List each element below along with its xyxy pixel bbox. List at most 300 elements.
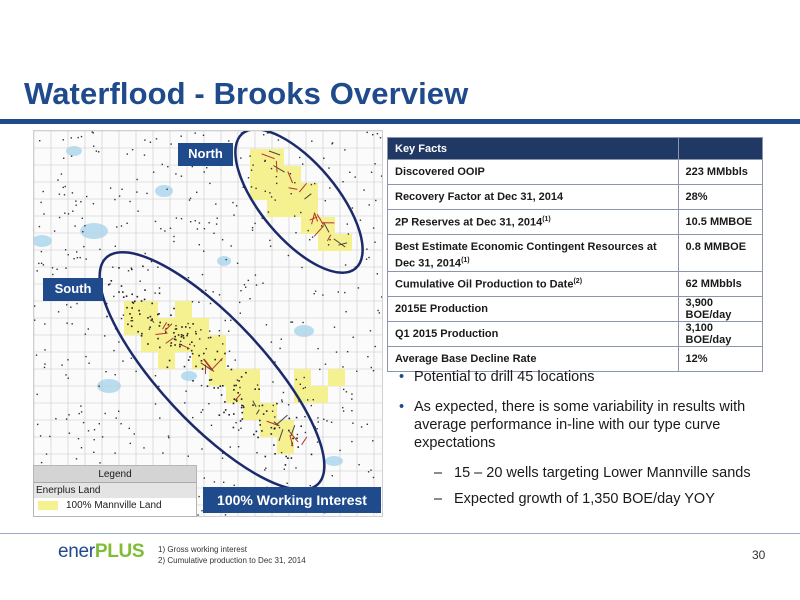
well-marker — [238, 429, 239, 430]
well-marker — [173, 236, 174, 237]
well-marker — [213, 387, 215, 389]
well-marker — [131, 307, 133, 309]
well-marker — [138, 310, 140, 312]
well-marker — [255, 274, 256, 275]
well-marker — [216, 223, 217, 224]
well-marker — [66, 418, 67, 419]
well-marker — [210, 337, 212, 339]
fact-label: Recovery Factor at Dec 31, 2014 — [388, 185, 679, 210]
well-marker — [281, 452, 282, 453]
well-marker — [374, 163, 375, 164]
well-marker — [361, 426, 362, 427]
fact-label: Average Base Decline Rate — [388, 347, 679, 372]
well-marker — [146, 193, 147, 194]
well-marker — [76, 205, 77, 206]
well-marker — [80, 405, 81, 406]
well-marker — [242, 412, 244, 414]
well-marker — [144, 139, 145, 140]
land-parcel — [192, 318, 209, 335]
well-marker — [248, 280, 249, 281]
well-marker — [231, 245, 232, 246]
well-marker — [270, 246, 271, 247]
well-marker — [71, 137, 72, 138]
well-marker — [274, 416, 275, 417]
bullet-item: • As expected, there is some variability in results with average performance in-line with our type curve expectations — [398, 398, 788, 452]
well-marker — [188, 277, 189, 278]
well-marker — [249, 298, 250, 299]
well-marker — [37, 394, 38, 395]
well-marker — [132, 149, 133, 150]
well-marker — [240, 157, 241, 158]
well-marker — [44, 363, 45, 364]
well-marker — [179, 346, 181, 348]
well-marker — [352, 423, 353, 424]
footer-divider — [0, 533, 800, 534]
well-marker — [76, 458, 77, 459]
well-marker — [252, 404, 254, 406]
well-marker — [209, 379, 211, 381]
well-marker — [351, 441, 352, 442]
well-marker — [74, 225, 75, 226]
land-parcel — [209, 335, 226, 352]
sub-bullet-item: – 15 – 20 wells targeting Lower Mannville sands — [398, 464, 788, 482]
bullet-item: • Potential to drill 45 locations — [398, 368, 788, 386]
well-marker — [64, 213, 65, 214]
well-marker — [34, 320, 35, 321]
well-marker — [78, 137, 79, 138]
well-marker — [39, 226, 40, 227]
well-marker — [159, 417, 160, 418]
well-marker — [304, 416, 305, 417]
well-marker — [262, 283, 263, 284]
well-marker — [332, 475, 333, 476]
footnote-2: 2) Cumulative production to Dec 31, 2014 — [158, 556, 306, 565]
well-marker — [192, 417, 193, 418]
well-marker — [209, 222, 210, 223]
well-marker — [347, 351, 348, 352]
well-marker — [356, 371, 357, 372]
footnote-ref: (1) — [542, 215, 551, 223]
well-marker — [126, 295, 128, 297]
well-marker — [185, 391, 186, 392]
well-marker — [237, 379, 238, 380]
well-marker — [321, 225, 322, 226]
well-marker — [235, 359, 236, 360]
well-marker — [201, 412, 202, 413]
north-label: North — [178, 143, 233, 166]
well-marker — [116, 417, 117, 418]
well-marker — [343, 389, 344, 390]
land-parcel — [250, 149, 267, 166]
well-marker — [367, 356, 368, 357]
well-marker — [130, 443, 131, 444]
well-marker — [237, 263, 238, 264]
well-marker — [366, 259, 367, 260]
well-marker — [240, 428, 241, 429]
well-marker — [296, 438, 298, 440]
well-marker — [41, 251, 42, 252]
well-marker — [355, 176, 356, 177]
well-marker — [129, 428, 130, 429]
well-marker — [98, 386, 99, 387]
well-marker — [222, 239, 223, 240]
well-marker — [174, 344, 176, 346]
well-marker — [119, 195, 120, 196]
well-marker — [135, 371, 136, 372]
well-marker — [68, 254, 69, 255]
legend-yellow-swatch — [38, 501, 58, 510]
well-marker — [72, 211, 73, 212]
well-marker — [211, 425, 212, 426]
well-marker — [300, 384, 301, 385]
lake-shape — [217, 256, 231, 266]
well-marker — [225, 320, 226, 321]
well-marker — [213, 233, 214, 234]
well-marker — [192, 323, 194, 325]
well-marker — [252, 227, 253, 228]
fact-value: 12% — [678, 347, 762, 372]
well-marker — [315, 291, 316, 292]
well-marker — [217, 351, 219, 353]
well-marker — [143, 447, 144, 448]
well-marker — [137, 296, 139, 298]
well-marker — [251, 170, 252, 171]
well-marker — [369, 204, 370, 205]
well-marker — [141, 335, 143, 337]
well-marker — [208, 403, 209, 404]
well-marker — [351, 393, 352, 394]
well-marker — [254, 388, 256, 390]
well-marker — [358, 287, 359, 288]
well-marker — [85, 356, 86, 357]
well-marker — [164, 230, 165, 231]
well-marker — [195, 331, 196, 332]
well-marker — [279, 427, 280, 428]
well-marker — [372, 440, 373, 441]
well-marker — [88, 430, 89, 431]
well-marker — [360, 220, 361, 221]
well-marker — [294, 215, 295, 216]
well-marker — [93, 452, 94, 453]
well-marker — [196, 192, 197, 193]
well-marker — [184, 402, 185, 403]
well-marker — [139, 313, 141, 315]
well-marker — [375, 346, 376, 347]
well-marker — [202, 274, 203, 275]
well-marker — [233, 389, 235, 391]
well-marker — [114, 452, 115, 453]
well-marker — [54, 230, 55, 231]
well-marker — [253, 434, 255, 436]
well-marker — [56, 269, 57, 270]
well-marker — [81, 136, 82, 137]
well-marker — [236, 205, 237, 206]
enerplus-logo — [58, 541, 144, 563]
well-marker — [115, 374, 116, 375]
well-marker — [165, 331, 167, 333]
well-marker — [279, 348, 280, 349]
fact-row-contingent — [388, 235, 763, 272]
well-marker — [276, 403, 278, 405]
land-parcel — [284, 183, 301, 200]
well-marker — [65, 186, 66, 187]
well-marker — [261, 430, 263, 432]
well-marker — [367, 132, 368, 133]
well-marker — [222, 385, 224, 387]
well-marker — [240, 290, 241, 291]
well-marker — [209, 183, 210, 184]
well-marker — [239, 387, 240, 388]
land-parcel — [301, 183, 318, 200]
well-marker — [287, 457, 289, 459]
title-divider — [0, 119, 800, 124]
well-marker — [66, 323, 67, 324]
well-marker — [187, 323, 188, 324]
well-marker — [238, 446, 239, 447]
well-marker — [134, 433, 135, 434]
well-marker — [123, 315, 124, 316]
well-marker — [192, 380, 194, 382]
well-marker — [141, 300, 143, 302]
well-marker — [122, 360, 123, 361]
fact-value: 28% — [678, 185, 762, 210]
well-marker — [158, 386, 159, 387]
well-marker — [233, 214, 234, 215]
well-marker — [231, 369, 233, 371]
well-marker — [269, 240, 270, 241]
well-marker — [331, 422, 332, 423]
well-marker — [184, 366, 186, 368]
well-marker — [325, 200, 326, 201]
well-marker — [317, 348, 318, 349]
well-marker — [363, 189, 364, 190]
footnotes — [158, 544, 306, 566]
land-parcel — [301, 217, 318, 234]
lake-shape — [34, 235, 52, 247]
well-marker — [197, 514, 198, 515]
well-marker — [183, 337, 185, 339]
well-marker — [63, 187, 64, 188]
well-marker — [149, 327, 151, 329]
well-marker — [233, 403, 235, 405]
well-marker — [150, 142, 151, 143]
well-marker — [331, 143, 332, 144]
land-parcel — [141, 335, 158, 352]
well-marker — [52, 274, 53, 275]
land-parcel — [267, 166, 284, 183]
land-parcel — [141, 301, 158, 318]
well-marker — [37, 424, 38, 425]
well-marker — [190, 198, 191, 199]
well-marker — [325, 364, 326, 365]
well-marker — [160, 228, 161, 229]
well-marker — [314, 183, 315, 184]
well-marker — [235, 385, 237, 387]
well-marker — [37, 270, 38, 271]
well-marker — [66, 304, 67, 305]
well-marker — [121, 189, 122, 190]
well-marker — [297, 446, 299, 448]
well-marker — [195, 220, 196, 221]
well-marker — [77, 257, 78, 258]
fact-row-2p-reserves — [388, 210, 763, 235]
well-marker — [272, 411, 273, 412]
well-marker — [120, 423, 121, 424]
well-marker — [302, 322, 303, 323]
well-marker — [291, 457, 293, 459]
land-parcel — [294, 369, 311, 386]
well-marker — [263, 134, 264, 135]
well-marker — [259, 424, 261, 426]
map-graphic — [34, 131, 383, 517]
south-label: South — [43, 278, 103, 301]
well-marker — [259, 405, 260, 406]
well-marker — [98, 151, 99, 152]
well-marker — [69, 433, 70, 434]
well-marker — [342, 366, 343, 367]
well-marker — [40, 435, 41, 436]
land-parcel — [335, 234, 352, 251]
well-marker — [234, 485, 235, 486]
well-marker — [316, 428, 317, 429]
well-marker — [99, 423, 100, 424]
well-marker — [373, 227, 374, 228]
well-marker — [198, 302, 199, 303]
land-parcel — [175, 301, 192, 318]
land-parcel — [243, 403, 260, 420]
fact-label: Best Estimate Economic Contingent Resources at Dec 31, 2014$^{(1)}$ — [388, 235, 679, 272]
well-marker — [227, 365, 229, 367]
well-marker — [274, 427, 276, 429]
well-marker — [167, 166, 168, 167]
well-marker — [381, 296, 382, 297]
well-marker — [304, 377, 305, 378]
well-marker — [162, 452, 163, 453]
well-marker — [344, 292, 345, 293]
well-marker — [179, 344, 181, 346]
slide-title: Waterflood - Brooks Overview — [24, 76, 469, 111]
land-parcel — [175, 318, 192, 335]
well-marker — [272, 381, 273, 382]
well-marker — [168, 437, 169, 438]
well-marker — [73, 258, 74, 259]
land-parcel — [311, 386, 328, 403]
well-marker — [176, 328, 178, 330]
well-marker — [236, 400, 238, 402]
well-marker — [44, 323, 45, 324]
well-marker — [291, 193, 292, 194]
well-marker — [232, 202, 233, 203]
well-marker — [59, 217, 60, 218]
legend-enerplus-land-label: Enerplus Land — [36, 485, 101, 496]
well-marker — [58, 311, 59, 312]
well-marker — [351, 410, 352, 411]
well-marker — [311, 141, 312, 142]
well-marker — [94, 429, 95, 430]
well-marker — [192, 166, 193, 167]
footnote-ref: (1) — [461, 257, 470, 264]
land-parcel — [328, 369, 345, 386]
lake-shape — [181, 371, 197, 381]
land-parcel — [243, 369, 260, 386]
land-parcel — [267, 200, 284, 217]
well-marker — [181, 218, 182, 219]
well-marker — [234, 398, 236, 400]
well-marker — [41, 462, 42, 463]
land-parcel — [158, 352, 175, 369]
well-marker — [342, 407, 343, 408]
well-marker — [144, 154, 145, 155]
footnote-ref: (2) — [573, 277, 583, 285]
well-marker — [68, 414, 69, 415]
well-marker — [88, 328, 89, 329]
well-marker — [203, 135, 204, 136]
well-marker — [159, 322, 161, 324]
well-marker — [189, 199, 190, 200]
well-marker — [225, 514, 226, 515]
well-marker — [208, 337, 209, 338]
well-marker — [334, 327, 335, 328]
well-marker — [155, 292, 156, 293]
well-marker — [375, 200, 376, 201]
well-marker — [220, 385, 222, 387]
fact-label: 2P Reserves at Dec 31, 2014$^{(1)}$ — [388, 210, 679, 235]
well-marker — [203, 251, 204, 252]
well-marker — [319, 369, 320, 370]
well-marker — [118, 291, 120, 293]
well-marker — [222, 458, 223, 459]
well-marker — [122, 291, 124, 293]
well-marker — [41, 263, 42, 264]
well-marker — [352, 207, 353, 208]
well-marker — [153, 172, 154, 173]
fact-row-2015e — [388, 297, 763, 322]
well-marker — [343, 410, 344, 411]
well-marker — [171, 342, 173, 344]
well-marker — [271, 427, 273, 429]
land-parcel — [267, 183, 284, 200]
well-marker — [370, 469, 371, 470]
well-marker — [215, 203, 216, 204]
well-marker — [71, 156, 72, 157]
well-marker — [181, 334, 183, 336]
well-marker — [266, 410, 268, 412]
well-marker — [123, 296, 125, 298]
well-marker — [72, 323, 73, 324]
well-marker — [275, 199, 276, 200]
well-marker — [44, 349, 45, 350]
well-marker — [57, 179, 58, 180]
well-marker — [105, 413, 106, 414]
well-marker — [257, 437, 259, 439]
fact-label: Cumulative Oil Production to Date$^{(2)}$ — [388, 272, 679, 297]
well-marker — [213, 291, 214, 292]
well-marker — [181, 344, 182, 345]
well-marker — [149, 329, 150, 330]
land-parcel — [250, 166, 267, 183]
well-marker — [313, 399, 314, 400]
well-marker — [141, 333, 143, 335]
well-marker — [127, 324, 129, 326]
well-marker — [311, 454, 313, 456]
well-marker — [242, 418, 244, 420]
well-marker — [104, 335, 105, 336]
well-marker — [345, 264, 346, 265]
well-marker — [82, 231, 83, 232]
well-marker — [81, 411, 82, 412]
well-marker — [183, 335, 185, 337]
well-marker — [328, 167, 329, 168]
